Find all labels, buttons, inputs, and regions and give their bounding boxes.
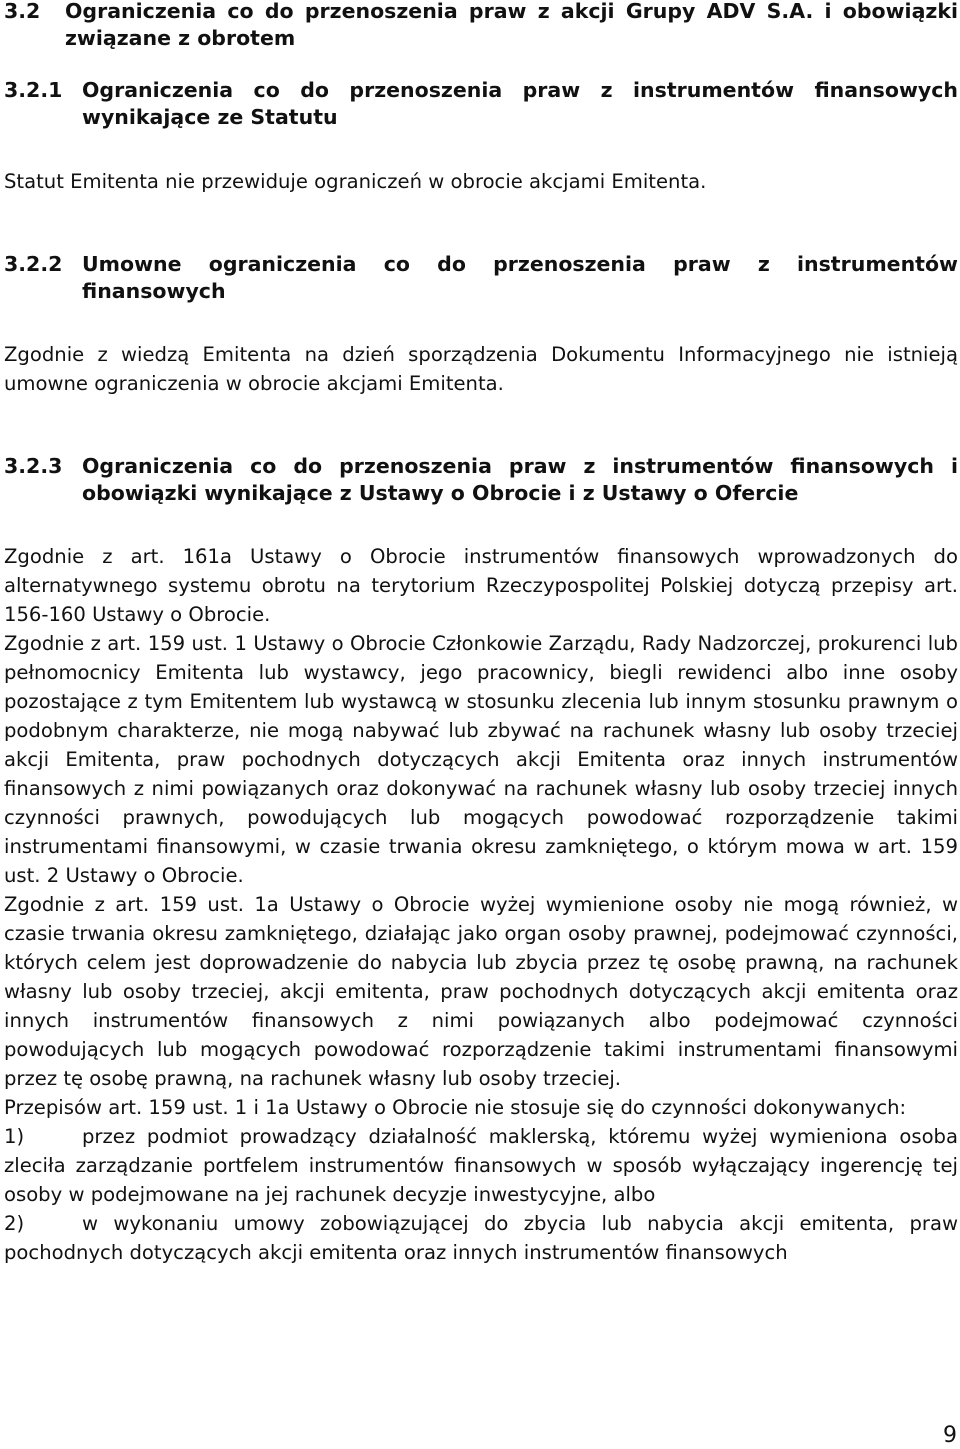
section-title: Umowne ograniczenia co do przenoszenia praw z instrumentów finansowych — [82, 252, 958, 303]
list-item — [4, 1209, 958, 1267]
section-heading-3-2-2 — [4, 251, 958, 305]
page-number: 9 — [943, 1423, 957, 1448]
section-number: 3.2.1 — [4, 78, 63, 102]
section-number: 3.2.3 — [4, 454, 63, 478]
list-marker: 1) — [4, 1125, 25, 1148]
section-title: Ograniczenia co do przenoszenia praw z instrumentów finansowych wynikające ze Statutu — [82, 78, 958, 129]
section-3-2-1-body: Statut Emitenta nie przewiduje ograniczeń w obrocie akcjami Emitenta. — [4, 170, 707, 193]
paragraph: Zgodnie z art. 159 ust. 1 Ustawy o Obrocie Członkowie Zarządu, Rady Nadzorczej, prokurenci lub pełnomocnicy Emitenta lub wystawcy, jego pracownicy, biegli rewidenci albo inne osoby pozostające z tym Emitentem lub wystawcą w stosunku zlecenia lub innym stosunku prawnym o podobnym charakterze, nie mogą nabywać lub zbywać na rachunek własny lub osoby trzeciej akcji Emitenta, praw pochodnych dotyczących akcji Emitenta oraz innych instrumentów finansowych z nimi powiązanych oraz dokonywać na rachunek własny lub osoby trzeciej innych czynności prawnych, powodujących lub mogących powodować rozporządzenie takimi instrumentami finansowymi, w czasie trwania okresu zamkniętego, o którym mowa w art. 159 ust. 2 Ustawy o Obrocie. — [4, 632, 958, 887]
section-heading-3-2-3 — [4, 453, 958, 507]
list-marker: 2) — [4, 1212, 25, 1235]
section-3-2-2-body: Zgodnie z wiedzą Emitenta na dzień sporządzenia Dokumentu Informacyjnego nie istnieją umowne ograniczenia w obrocie akcjami Emitenta. — [4, 343, 958, 395]
section-number: 3.2 — [4, 0, 41, 23]
list-item-text: przez podmiot prowadzący działalność maklerską, któremu wyżej wymieniona osoba zleciła zarządzanie portfelem instrumentów finansowych w sposób wyłączający ingerencję tej osoby w podejmowane na jej rachunek decyzje inwestycyjne, albo — [4, 1125, 958, 1206]
section-heading-3-2-1 — [4, 77, 958, 131]
paragraph: Zgodnie z art. 159 ust. 1a Ustawy o Obrocie wyżej wymienione osoby nie mogą również, w czasie trwania okresu zamkniętego, działając jako organ osoby prawnej, podejmować czynności, których celem jest doprowadzenie do nabycia lub zbycia przez tę osobę prawną, na rachunek własny lub osoby trzeciej, akcji emitenta, praw pochodnych dotyczących akcji emitenta oraz innych instrumentów finansowych z nimi powiązanych albo podejmować czynności powodujących lub mogących powodować rozporządzenie takimi instrumentami finansowymi przez tę osobę prawną, na rachunek własny lub osoby trzeciej. — [4, 893, 958, 1090]
section-number: 3.2.2 — [4, 252, 63, 276]
paragraph: Zgodnie z art. 161a Ustawy o Obrocie instrumentów finansowych wprowadzonych do alternatywnego systemu obrotu na terytorium Rzeczypospolitej Polskiej dotyczą przepisy art. 156-160 Ustawy o Obrocie. — [4, 545, 958, 626]
section-heading-3-2 — [4, 0, 958, 52]
list-item-text: w wykonaniu umowy zobowiązującej do zbycia lub nabycia akcji emitenta, praw pochodnych dotyczących akcji emitenta oraz innych instrumentów finansowych — [4, 1212, 958, 1264]
section-title: Ograniczenia co do przenoszenia praw z instrumentów finansowych i obowiązki wynikające z Ustawy o Obrocie i z Ustawy o Ofercie — [82, 454, 958, 505]
list-item — [4, 1122, 958, 1209]
section-3-2-3-body — [4, 542, 958, 1267]
paragraph: Przepisów art. 159 ust. 1 i 1a Ustawy o Obrocie nie stosuje się do czynności dokonywanych: — [4, 1096, 907, 1119]
section-title: Ograniczenia co do przenoszenia praw z akcji Grupy ADV S.A. i obowiązki związane z obrotem — [65, 0, 958, 50]
